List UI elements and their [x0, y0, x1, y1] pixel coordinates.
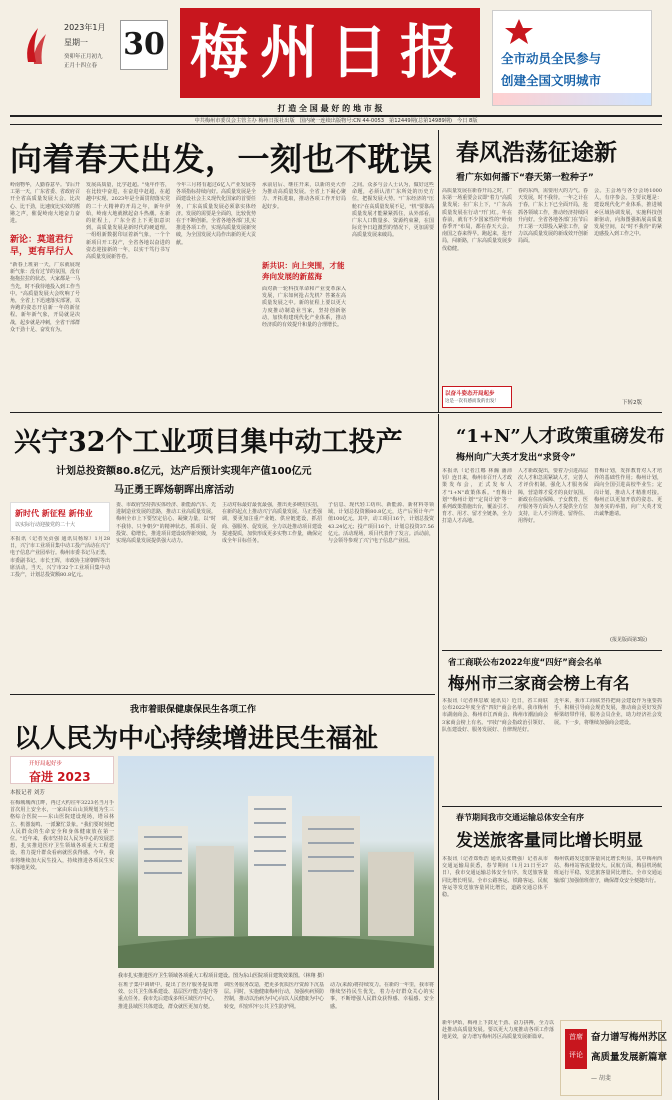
commentary-line2: 高质量发展新篇章 — [591, 1052, 668, 1063]
article-xingning-col2: 委、市政府坚持抓实体经济、新能源汽车、先进制造业发展的思路，推动工业高质量发展。梅州全市上下要坚定信心、凝聚力量，以"时不我待、只争朝夕"的精神状态，抓项目、促投资、稳增长，推进项目建设取得新突破，为实现高质量发展提供强大动力。 — [116, 502, 216, 545]
publication-info — [10, 117, 662, 124]
article-chamber-kicker: 省工商联公布2022年度“四好”商会名单 — [448, 658, 602, 668]
masthead — [0, 0, 672, 124]
article-xingning-sub1: 计划总投资额80.8亿元，达产后预计实现年产值100亿元 — [56, 466, 312, 477]
article-spring-col2: 春的东西，需要用大的力气。春天发展，时不我待。一年之计在于春，广东上下已全面开局，抢抓各领域工作，推动经济持续回升向好。全省各地各部门在节后开工第一天即投入紧张工作，奋力以高质量发展的新成效开创新局面。 — [518, 188, 588, 245]
article-lead-col4b: 面对新一轮科技革命和产业变革深入发展，广东如何抢占先机？答案在高质量发展之中。新的征程上要以更大力度推动制造业当家，坚持创新驱动，加快构建现代化产业体系，推动经济质的有效提升和量的合理增长。 — [262, 286, 346, 329]
info-issue: 第12449期(总第14989期) — [389, 118, 453, 124]
hospital-photo — [118, 756, 434, 968]
article-transport — [442, 810, 662, 1010]
article-lead — [10, 130, 435, 410]
divider-vertical-2 — [438, 414, 439, 1100]
article-lead-sub2 — [262, 260, 346, 282]
article-xingning — [10, 416, 435, 696]
article-transport-kicker: 春节期间我市交通运输总体安全有序 — [456, 813, 584, 822]
divider-1 — [10, 412, 662, 413]
article-lead-col2: 发展高质量，比学赶超。"兔年作答，在比较中奋进，在奋进中赶超，在超越中实现。2023年是全面贯彻落实党的二十大精神的开局之年，新年伊始，岭南大地就掀起奋斗热潮。在新的征程上，广东全省上下更加意识到，高质量发展是新时代的硬道理。一组组新数据印证着新气象，一个个新项目开工投产，全省各地以奋进的姿态迎接新的一年，以实干笃行书写高质量发展新答卷。 — [86, 182, 170, 261]
slogan: 打 造 全 国 最 好 的 地 市 报 — [277, 104, 383, 113]
hospital-illustration — [118, 756, 434, 968]
article-spring — [442, 130, 662, 410]
article-transport-col2: 梅州铁路发送旅客量同比增长明显，其中梅州西站、梅州站客流量较大。民航方面，梅县机场航班运行平稳，发送旅客量同比增长。全市交通运输部门加强值班值守，确保群众安全便捷出行。 — [554, 856, 662, 884]
commentary-tag1: 首席 — [569, 1033, 583, 1041]
newspaper-title: 梅州日报 — [189, 18, 470, 86]
divider-2 — [10, 694, 435, 695]
article-livelihood-col1: 在梅城城西江畔，再过大约往年3223名当月手首次用上安全水，一家由东山山顶规划为生三格综合医院——东山医院建设现场，塔吊林立、机器轰鸣、一派繁忙景象。"我们要时刻把人民群众的生命安全和身体健康放在第一位。"近年来，我市坚持以人民为中心的发展思想，扎实推进医疗卫生领域各项重大工程建设，着力提升群众看病就医获得感。今年，我市将继续加大民生投入，持续推进各项民生实事落地见效。 — [10, 800, 114, 871]
article-livelihood-headline: 以人民为中心持续增进民生福祉 — [14, 724, 379, 754]
article-spring-jump: 下转2版 — [622, 400, 642, 406]
badge1-text: 新时代 新征程 新伟业 — [15, 509, 93, 518]
article-lead-headline: 向着春天出发，一刻也不耽误 — [10, 140, 433, 178]
article-spring-col1: 高质量发展在新春开局之时，广东第一场重要会议即"着力"高质量发展；在广东上下，"广东高质量发展在行动"开门红。年在春前，就有不少国家性的"岭南春季开"布局，都在春天大会。南国之春来得早。跑起来，抢开局，闯新路，广东高质量发展步伐稳健。 — [442, 188, 512, 252]
article-livelihood-col3: 调医务服务改造，把更多优质医疗资源下沉基层。同时，实施健康梅州行动，加强疾病预防控制，推动以治病为中心向以人民健康为中心转变，织密织牢公共卫生防护网。 — [224, 982, 324, 1010]
masthead-rule-2 — [10, 124, 662, 125]
title-banner — [180, 8, 480, 98]
commentary-lead-text: 新年伊始，梅州上下鼓足干劲、奋力拼搏，全力以赴推动高质量发展。要以更大力度推动各项工作落地见效，奋力谱写梅州苏区高质量发展新篇章。 — [442, 1020, 554, 1041]
article-spring-subhead: 看广东如何播下“春天第一粒种子” — [456, 173, 594, 183]
badge-main-text: 奋进 2023 — [29, 770, 91, 784]
article-xingning-sub2: 马正勇王晖炀朝晖出席活动 — [114, 485, 234, 496]
article-talent-col2: 人才新政提出，要着力引进高层次人才和急需紧缺人才，完善人才评价机制，强化人才服务保障，营造尊才爱才的良好氛围。新政在住房保障、子女教育、医疗服务等方面为人才提供全方位支持，让人才引得进、留得住、用得好。 — [518, 468, 588, 525]
date-day: 30 — [120, 20, 168, 70]
article-xingning-col4: 子信息、现代轻工纺织、新能源、新材料等领域，计划总投资额80.8亿元，达产后预计年产值100亿元。其中，动工项目16个，计划总投资43.24亿元；投产项目16个，计划总投资37.56亿元。活动现场，项目代表作了发言。活动前，与会领导参观了兴宁电子信息产业园。 — [328, 502, 434, 545]
badge-top-text: 开好局起好步 — [29, 761, 63, 767]
info-cn-number: 国内统一连续出版物号:CN 44-0053 — [299, 118, 385, 124]
article-lead-col1: "新春上班第一天，广东就展现新气象：没有过节的氛围，没有拖拖拉拉的状态，大家都是一马当先，时不我待地投入到工作当中。"高质量发展大会吹响了号角，全省上下迅速落实部署，以奔跑的姿态开启新一年的新征程。新年新气象，开局就是决战，起步就是冲刺，全省干部群众干劲十足、奋发有为。 — [10, 262, 80, 333]
article-talent-jump: (报见版面第3版) — [610, 637, 648, 643]
commentary-tag — [565, 1029, 587, 1069]
lunar-date-2: 正月十四立春 — [64, 63, 98, 69]
info-publisher: 中共梅州市委员会主管主办 梅州日报社出版 — [194, 118, 295, 124]
subhead-text: 新论：莫道君行早，更有早行人 — [10, 235, 74, 257]
article-livelihood-byline: 本报记者 刘芳 — [10, 790, 45, 796]
caption-text: 以奋斗姿态开局起步 — [445, 391, 495, 397]
article-transport-col1: 本报讯（记者郑烁浩 通讯员张晓强）记者从市交通运输局获悉，春节期间（1月21日至27日），我市交通运输总体安全有序，发送旅客量同比增长明显。全市公路客运、铁路客运、民航客运等发送旅客量同比增长，道路交通总体平稳。 — [442, 856, 548, 899]
article-spring-caption-box — [442, 386, 512, 408]
divider-4 — [442, 806, 662, 807]
badge2-text: 以实际行动迎接党的二十大 — [15, 522, 76, 528]
date-year-month: 2023年1月 — [64, 23, 106, 32]
article-transport-headline: 发送旅客量同比增长明显 — [456, 831, 643, 851]
article-lead-col5: 之间。众多与会人士认为，做好这些命题，必须认清广东所处的历史方位，把握发展大势。"广东经济的"压舱石"在高质量发展不足，"机"要靠高质量发展才能紧紧抓住，从外部看，广东人口数量多、资源约束紧，在国际竞争日趋激烈的情况下，更加需要高质量发展来破局。 — [352, 182, 434, 239]
article-lead-col1-top: 岭南物华，人勤春意早。节后开工第一天，广东省委、省政府召开全省高质量发展大会。比决心、比干劲，比速度比实效的铿锵之声，催促岭南大地奋力奋进。 — [10, 182, 80, 225]
info-pages: 今日 8版 — [457, 118, 478, 124]
article-talent — [442, 416, 665, 646]
caption-text-2: 这是一次有感而发的出发！ — [445, 399, 499, 404]
commentary-author: — 胡斐 — [591, 1075, 611, 1082]
article-talent-col1: 本报讯（记者江娜 林瀚 潘沛钊）连日来，梅州市召开人才政策发布会，正式发布人才"1+N"政策体系。"育梅计划""梅州计划""定岗计划"等一系列政策措施出台，覆盖引才、育才、用才、留才全链条，全力打造人才高地。 — [442, 468, 512, 525]
article-livelihood — [10, 698, 435, 1096]
article-lead-subhead — [10, 234, 80, 258]
article-lead-col4: 承前启后、继往开来，以新的更大作为推动高质量发展。全省上下凝心聚力、开拓进取，推动各项工作开好局起好步。 — [262, 182, 346, 210]
commentary-tag2: 评论 — [569, 1051, 583, 1059]
article-chamber — [442, 654, 662, 804]
ad-star-icon — [499, 17, 539, 47]
divider-3 — [442, 650, 662, 651]
article-talent-col3: 育梅计划，发挥教育对人才培养的基础性作用；梅州计划，面向全国引进高校毕业生；定岗计划，推动人才精准对接。梅州正以更加开放的姿态、更加务实的举措，向广大英才发出诚挚邀请。 — [594, 468, 662, 518]
article-talent-subhead: 梅州向广大英才发出“求贤令” — [456, 453, 576, 463]
article-livelihood-col4: 动力(来源)将持续发力。在新的一年里，我市将继续坚持民生优先，着力办好群众关心的实事，不断增强人民群众获得感、幸福感、安全感。 — [330, 982, 434, 1010]
article-livelihood-kicker: 我市着眼保健康保民生各项工作 — [130, 705, 257, 715]
ad-waves — [493, 93, 651, 105]
commentary-box — [560, 1020, 668, 1096]
divider-vertical-1 — [438, 130, 439, 412]
article-xingning-col3: 主动对标最好最优最强，推出更多硬招实招，在新的起点上推动兴宁高质量发展。马正勇强调，要更加注重产业链、供应链建设，抓招商、强服务、促发展，全力以赴推动项目建设提速提质，加快形成更多实物工作量，确保完成全年目标任务。 — [222, 502, 322, 545]
article-xingning-headline: 兴宁32个工业项目集中动工投产 — [14, 427, 403, 458]
article-livelihood-col2: 在班子集中调研中，提出了医疗服务提质增效、公共卫生体系建设、基层医疗能力提升等重点任务。我市先后建成多所区域医疗中心，推进县域医共体建设，群众就医更加方便。 — [118, 982, 218, 1010]
article-lead-col3: 今年三月将有超过6亿人产业发展等各项指标持续向好。高质量发展是全面建设社会主义现代化国家的首要任务，广东高质量发展必须靠实体经济。发展的需要是全面的，比较优势在于不断创新。全省各地各部门扎实推进各项工作，实现高质量发展新突破，为全国发展大局作出新的更大贡献。 — [176, 182, 256, 246]
hospital-photo-caption: 我市扎实推进医疗卫生领域各项重大工程项目建设。图为东山医院项目建筑效果图。（林翔 摄） — [118, 973, 328, 979]
lunar-date-1: 癸卯年正月初九 — [64, 54, 103, 60]
article-talent-headline: “1+N”人才政策重磅发布 — [456, 426, 665, 447]
article-xingning-col1: 本报讯（记者吴贞强 通讯员杨琼）1月28日，兴宁市工业项目集中动工投产活动在兴宁电子信息产业园举行。梅州市委书记马正勇，市委副书记、市长王晖，市政协主席朝晖等出席活动。当天，兴宁市32个工业项目集中动工投产，计划总投资额80.8亿元。 — [10, 536, 110, 579]
ad-line-1: 全市动员全民参与 — [501, 51, 602, 66]
article-chamber-col2: 近年来，我市工商联坚持把商会建设作为重要抓手，积极引导商会规范发展，推动商会更好发挥桥梁纽带作用，服务会员企业，助力经济社会发展。下一步，将继续加强商会建设。 — [554, 698, 662, 726]
civilization-ad — [492, 10, 652, 106]
start-2023-badge — [10, 756, 114, 784]
sub2-text: 新共识：向上突围，才能奔向发展的新蓝海 — [262, 261, 345, 281]
newspaper-logo-icon — [20, 22, 50, 68]
article-chamber-headline: 梅州市三家商会榜上有名 — [448, 674, 630, 693]
article-spring-col3: 会。主会场与各分会场1000人，有序参会。主要议题是：建设现代化产业体系，推进城乡区域协调发展，实施科技创新驱动，向海图强拓展高质量发展空间，以"时不我待"的紧迫感投入到工作之中。 — [594, 188, 662, 238]
new-era-badge — [10, 502, 110, 532]
article-spring-headline: 春风浩荡征途新 — [456, 139, 617, 166]
article-chamber-col1: 本报讯（记者林思敏 通讯员）近日，省工商联公布2022年度全省"四好"商会名单，我市梅州市湖南商会、梅州市江西商会、梅州市潮汕商会3家商会榜上有名。"四好"商会指政治引领好、队伍建设好、服务发展好、自律规范好。 — [442, 698, 548, 733]
ad-line-2: 创建全国文明城市 — [501, 73, 602, 88]
commentary-line1: 奋力谱写梅州苏区 — [591, 1032, 668, 1043]
weekday: 星期一 — [64, 38, 88, 47]
